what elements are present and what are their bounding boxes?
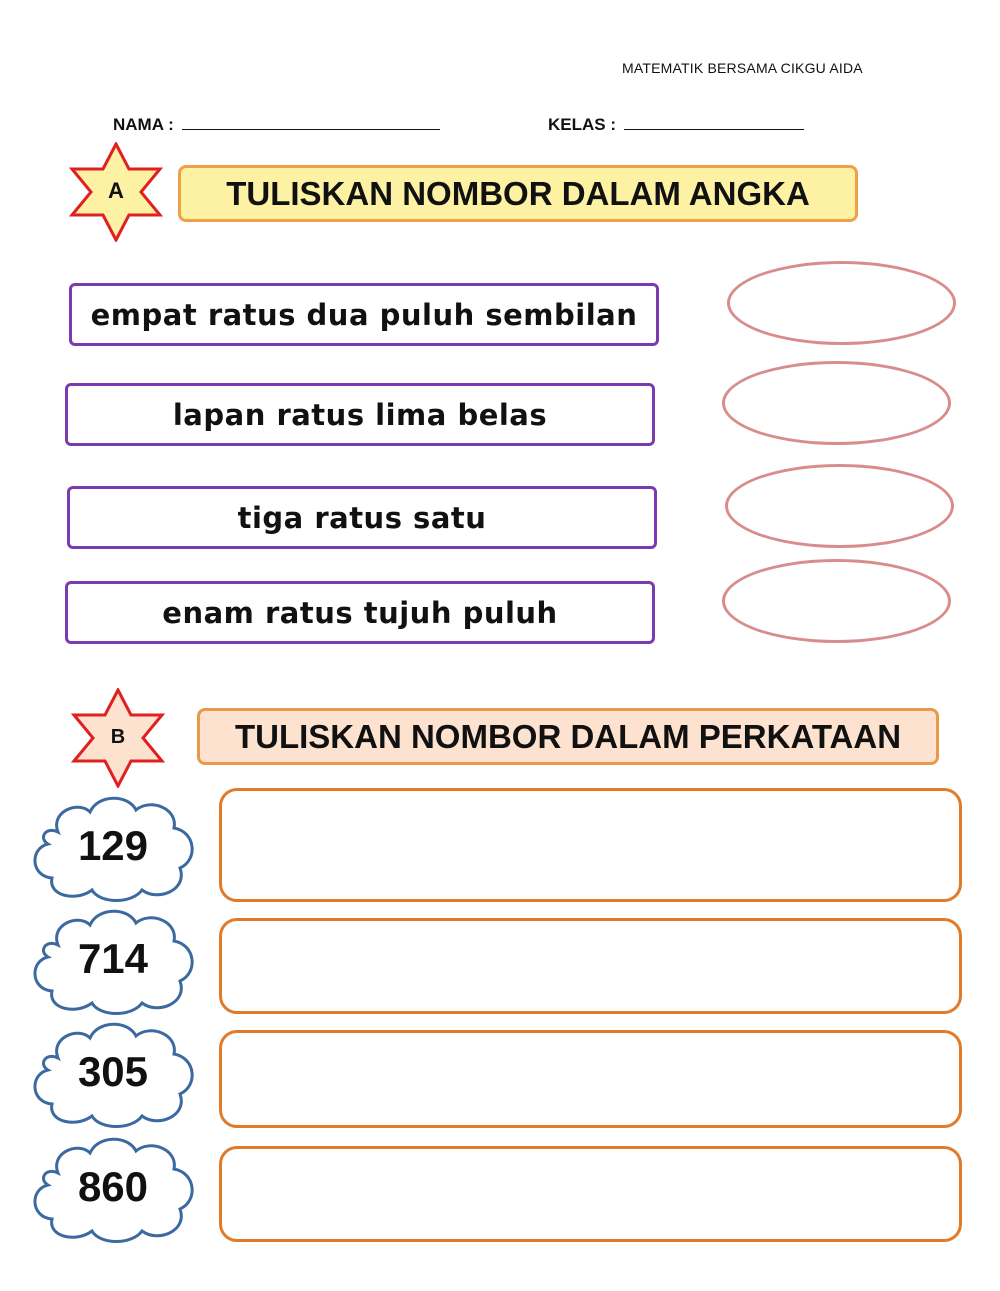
- word-answer-box-3[interactable]: [219, 1030, 962, 1128]
- answer-oval-1[interactable]: [727, 261, 956, 345]
- class-input-line[interactable]: [624, 113, 804, 130]
- section-b-title: TULISKAN NOMBOR DALAM PERKATAAN: [197, 708, 939, 765]
- word-answer-box-4[interactable]: [219, 1146, 962, 1242]
- number-value: 714: [77, 935, 149, 982]
- section-b-letter: B: [110, 726, 126, 748]
- word-answer-box-2[interactable]: [219, 918, 962, 1014]
- phrase-box-2: lapan ratus lima belas: [65, 383, 655, 446]
- answer-oval-2[interactable]: [722, 361, 951, 445]
- name-label: NAMA :: [113, 115, 174, 134]
- word-answer-box-1[interactable]: [219, 788, 962, 902]
- worksheet-credit: MATEMATIK BERSAMA CIKGU AIDA: [622, 60, 863, 76]
- name-input-line[interactable]: [182, 113, 440, 130]
- phrase-box-4: enam ratus tujuh puluh: [65, 581, 655, 644]
- class-label: KELAS :: [548, 115, 616, 134]
- number-cloud-1: [28, 792, 198, 904]
- section-a-star-badge: [66, 142, 166, 242]
- number-value: 129: [77, 822, 149, 869]
- phrase-box-3: tiga ratus satu: [67, 486, 657, 549]
- answer-oval-3[interactable]: [725, 464, 954, 548]
- section-b-star-badge: [68, 688, 168, 788]
- section-a-title: TULISKAN NOMBOR DALAM ANGKA: [178, 165, 858, 222]
- class-field: [548, 113, 804, 135]
- answer-oval-4[interactable]: [722, 559, 951, 643]
- number-value: 305: [77, 1048, 149, 1095]
- number-cloud-4: [28, 1133, 198, 1245]
- name-field: [113, 113, 440, 135]
- phrase-box-1: empat ratus dua puluh sembilan: [69, 283, 659, 346]
- section-a-letter: A: [108, 178, 124, 203]
- number-value: 860: [77, 1163, 149, 1210]
- number-cloud-3: [28, 1018, 198, 1130]
- number-cloud-2: [28, 905, 198, 1017]
